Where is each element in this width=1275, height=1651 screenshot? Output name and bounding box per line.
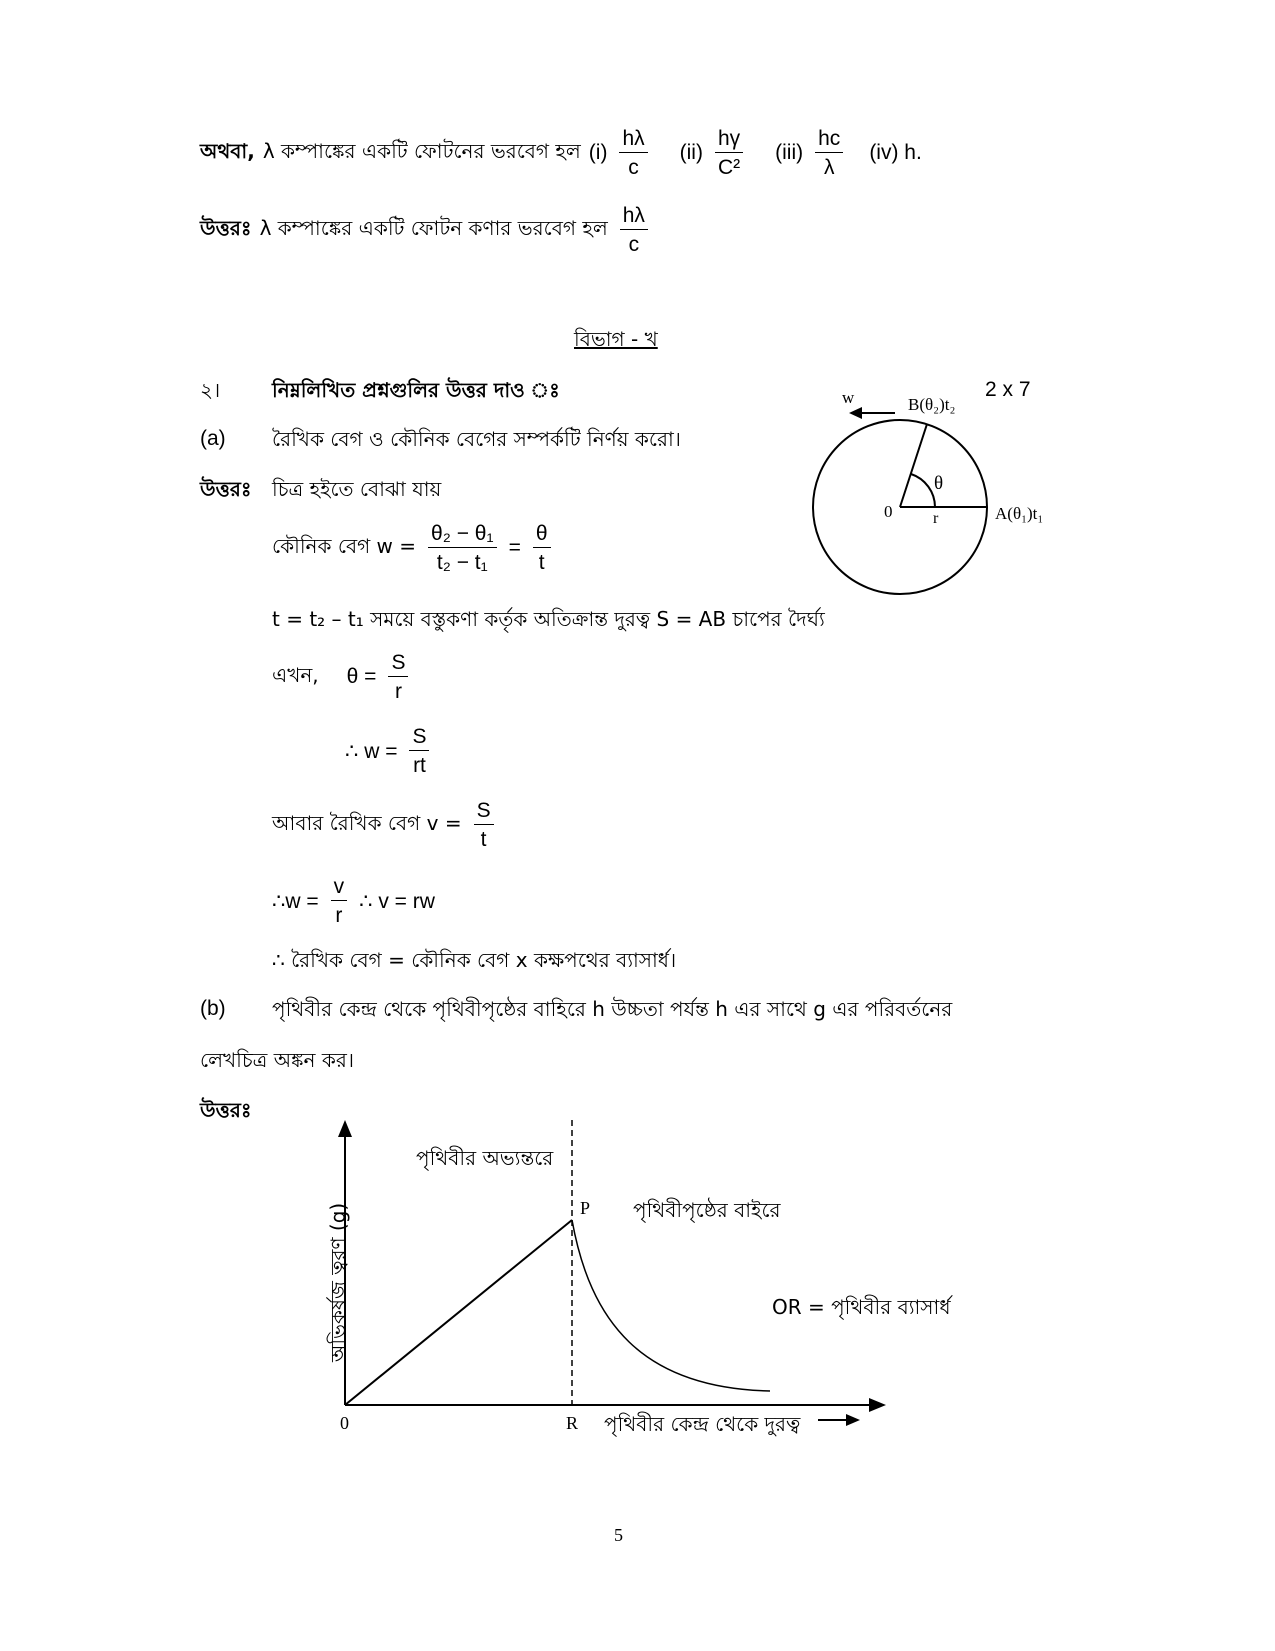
fraction-numerator: hλ: [619, 128, 647, 153]
eq-label: আবার রৈখিক বেগ v =: [272, 810, 462, 835]
option-1-label: (i): [588, 141, 608, 164]
x-axis-arrowhead: [869, 1398, 886, 1412]
option-3-label: (iii): [775, 141, 804, 164]
eq-lhs: ∴ w =: [345, 739, 398, 763]
part-b-question-line1: পৃথিবীর কেন্দ্র থেকে পৃথিবীপৃষ্ঠের বাহিরে h উচ্চতা পর্যন্ত h এর সাথে g এর পরিবর্তনের: [272, 997, 953, 1021]
inside-linear-curve: [345, 1220, 572, 1405]
conclusion-statement: ∴ রৈখিক বেগ = কৌনিক বেগ x কক্ষপথের ব্যাসার্ধ।: [272, 948, 677, 972]
fraction-denominator: c: [628, 156, 639, 179]
outside-earth-label: পৃথিবীপৃষ্ঠের বাইরে: [633, 1198, 781, 1222]
fraction-denominator: r: [335, 904, 343, 927]
or-question-text: λ কম্পাঙ্কের একটি ফোটনের ভরবেগ হল: [262, 138, 581, 163]
peak-label-p: P: [580, 1198, 591, 1218]
origin-label: 0: [340, 1413, 349, 1433]
fraction-numerator: S: [388, 652, 408, 677]
part-a-answer-label: উত্তরঃ: [200, 477, 252, 501]
fraction-numerator: θ₂ − θ₁: [428, 523, 497, 548]
eq-lhs: ∴w =: [272, 889, 319, 913]
arc-length-statement: t = t₂ – t₁ সময়ে বস্তুকণা কর্তৃক অতিক্রান্ত দুরত্ব S = AB চাপের দৈর্ঘ্য: [272, 607, 825, 631]
answer-text: λ কম্পাঙ্কের একটি ফোটন কণার ভরবেগ হল: [259, 215, 608, 240]
fraction-numerator: hλ: [620, 205, 648, 230]
fraction-denominator: t₂ − t₁: [436, 551, 488, 574]
option-4: (iv) h.: [869, 141, 922, 164]
option-2-label: (ii): [679, 141, 703, 164]
fraction-denominator: rt: [413, 754, 426, 777]
part-b-label: (b): [200, 997, 226, 1020]
label-o: 0: [884, 502, 893, 521]
x-axis-label: পৃথিবীর কেন্দ্র থেকে দুরত্ব: [604, 1412, 801, 1436]
radius-note-text: OR = পৃথিবীর ব্যাসার্ধ: [772, 1295, 951, 1319]
or-label: অথবা,: [200, 138, 255, 163]
fraction-denominator: c: [628, 233, 640, 256]
fraction-numerator: S: [409, 726, 429, 751]
part-a-label: (a): [200, 427, 226, 450]
y-axis-arrowhead: [338, 1120, 352, 1137]
fraction-numerator: S: [474, 800, 494, 825]
marks-label: 2 x 7: [985, 378, 1031, 401]
label-r: r: [933, 510, 939, 527]
label-w: w: [842, 388, 855, 407]
fraction-numerator: hγ: [715, 128, 743, 153]
equals-sign: =: [508, 536, 521, 559]
eq-label: এখন,: [272, 662, 319, 687]
eq-label: কৌনিক বেগ w =: [272, 533, 417, 558]
section-title: বিভাগ - খ: [574, 327, 658, 351]
fraction-numerator: θ: [533, 523, 551, 548]
part-a-answer-intro: চিত্র হইতে বোঝা যায়: [272, 477, 442, 501]
label-theta: θ: [934, 473, 944, 494]
fraction-denominator: λ: [823, 156, 835, 179]
question-number: ২।: [200, 378, 221, 402]
fraction-numerator: hc: [815, 128, 843, 153]
part-b-answer-label: উত্তরঃ: [200, 1098, 252, 1122]
r-label: R: [566, 1413, 579, 1433]
distance-arrowhead: [846, 1414, 860, 1426]
fraction-denominator: C²: [717, 156, 741, 179]
answer-label: উত্তরঃ: [200, 215, 252, 240]
radius-note: [772, 1293, 951, 1326]
y-axis-label: অভিকর্ষজ ত্বরণ (g): [326, 1202, 350, 1362]
eq-lhs: θ =: [346, 665, 377, 688]
part-b-question-line2: লেখচিত্র অঙ্কন কর।: [200, 1048, 354, 1072]
fraction-numerator: v: [331, 876, 348, 901]
page-number: 5: [614, 1525, 623, 1545]
label-a: A(θ₁)t₁: [995, 504, 1044, 523]
question-instruction: নিম্নলিখিত প্রশ্নগুলির উত্তর দাও ঃ: [272, 378, 560, 402]
part-a-question: রৈখিক বেগ ও কৌনিক বেগের সম্পর্কটি নির্ণয় করো।: [272, 427, 681, 451]
fraction-denominator: t: [480, 828, 487, 851]
fraction-denominator: t: [538, 551, 545, 574]
eq-rhs: ∴ v = rw: [359, 889, 435, 913]
fraction-denominator: r: [394, 680, 402, 703]
label-b: B(θ₂)t₂: [908, 395, 956, 414]
inside-earth-label: পৃথিবীর অভ্যন্তরে: [416, 1146, 554, 1170]
outside-inverse-square-curve: [572, 1220, 770, 1391]
